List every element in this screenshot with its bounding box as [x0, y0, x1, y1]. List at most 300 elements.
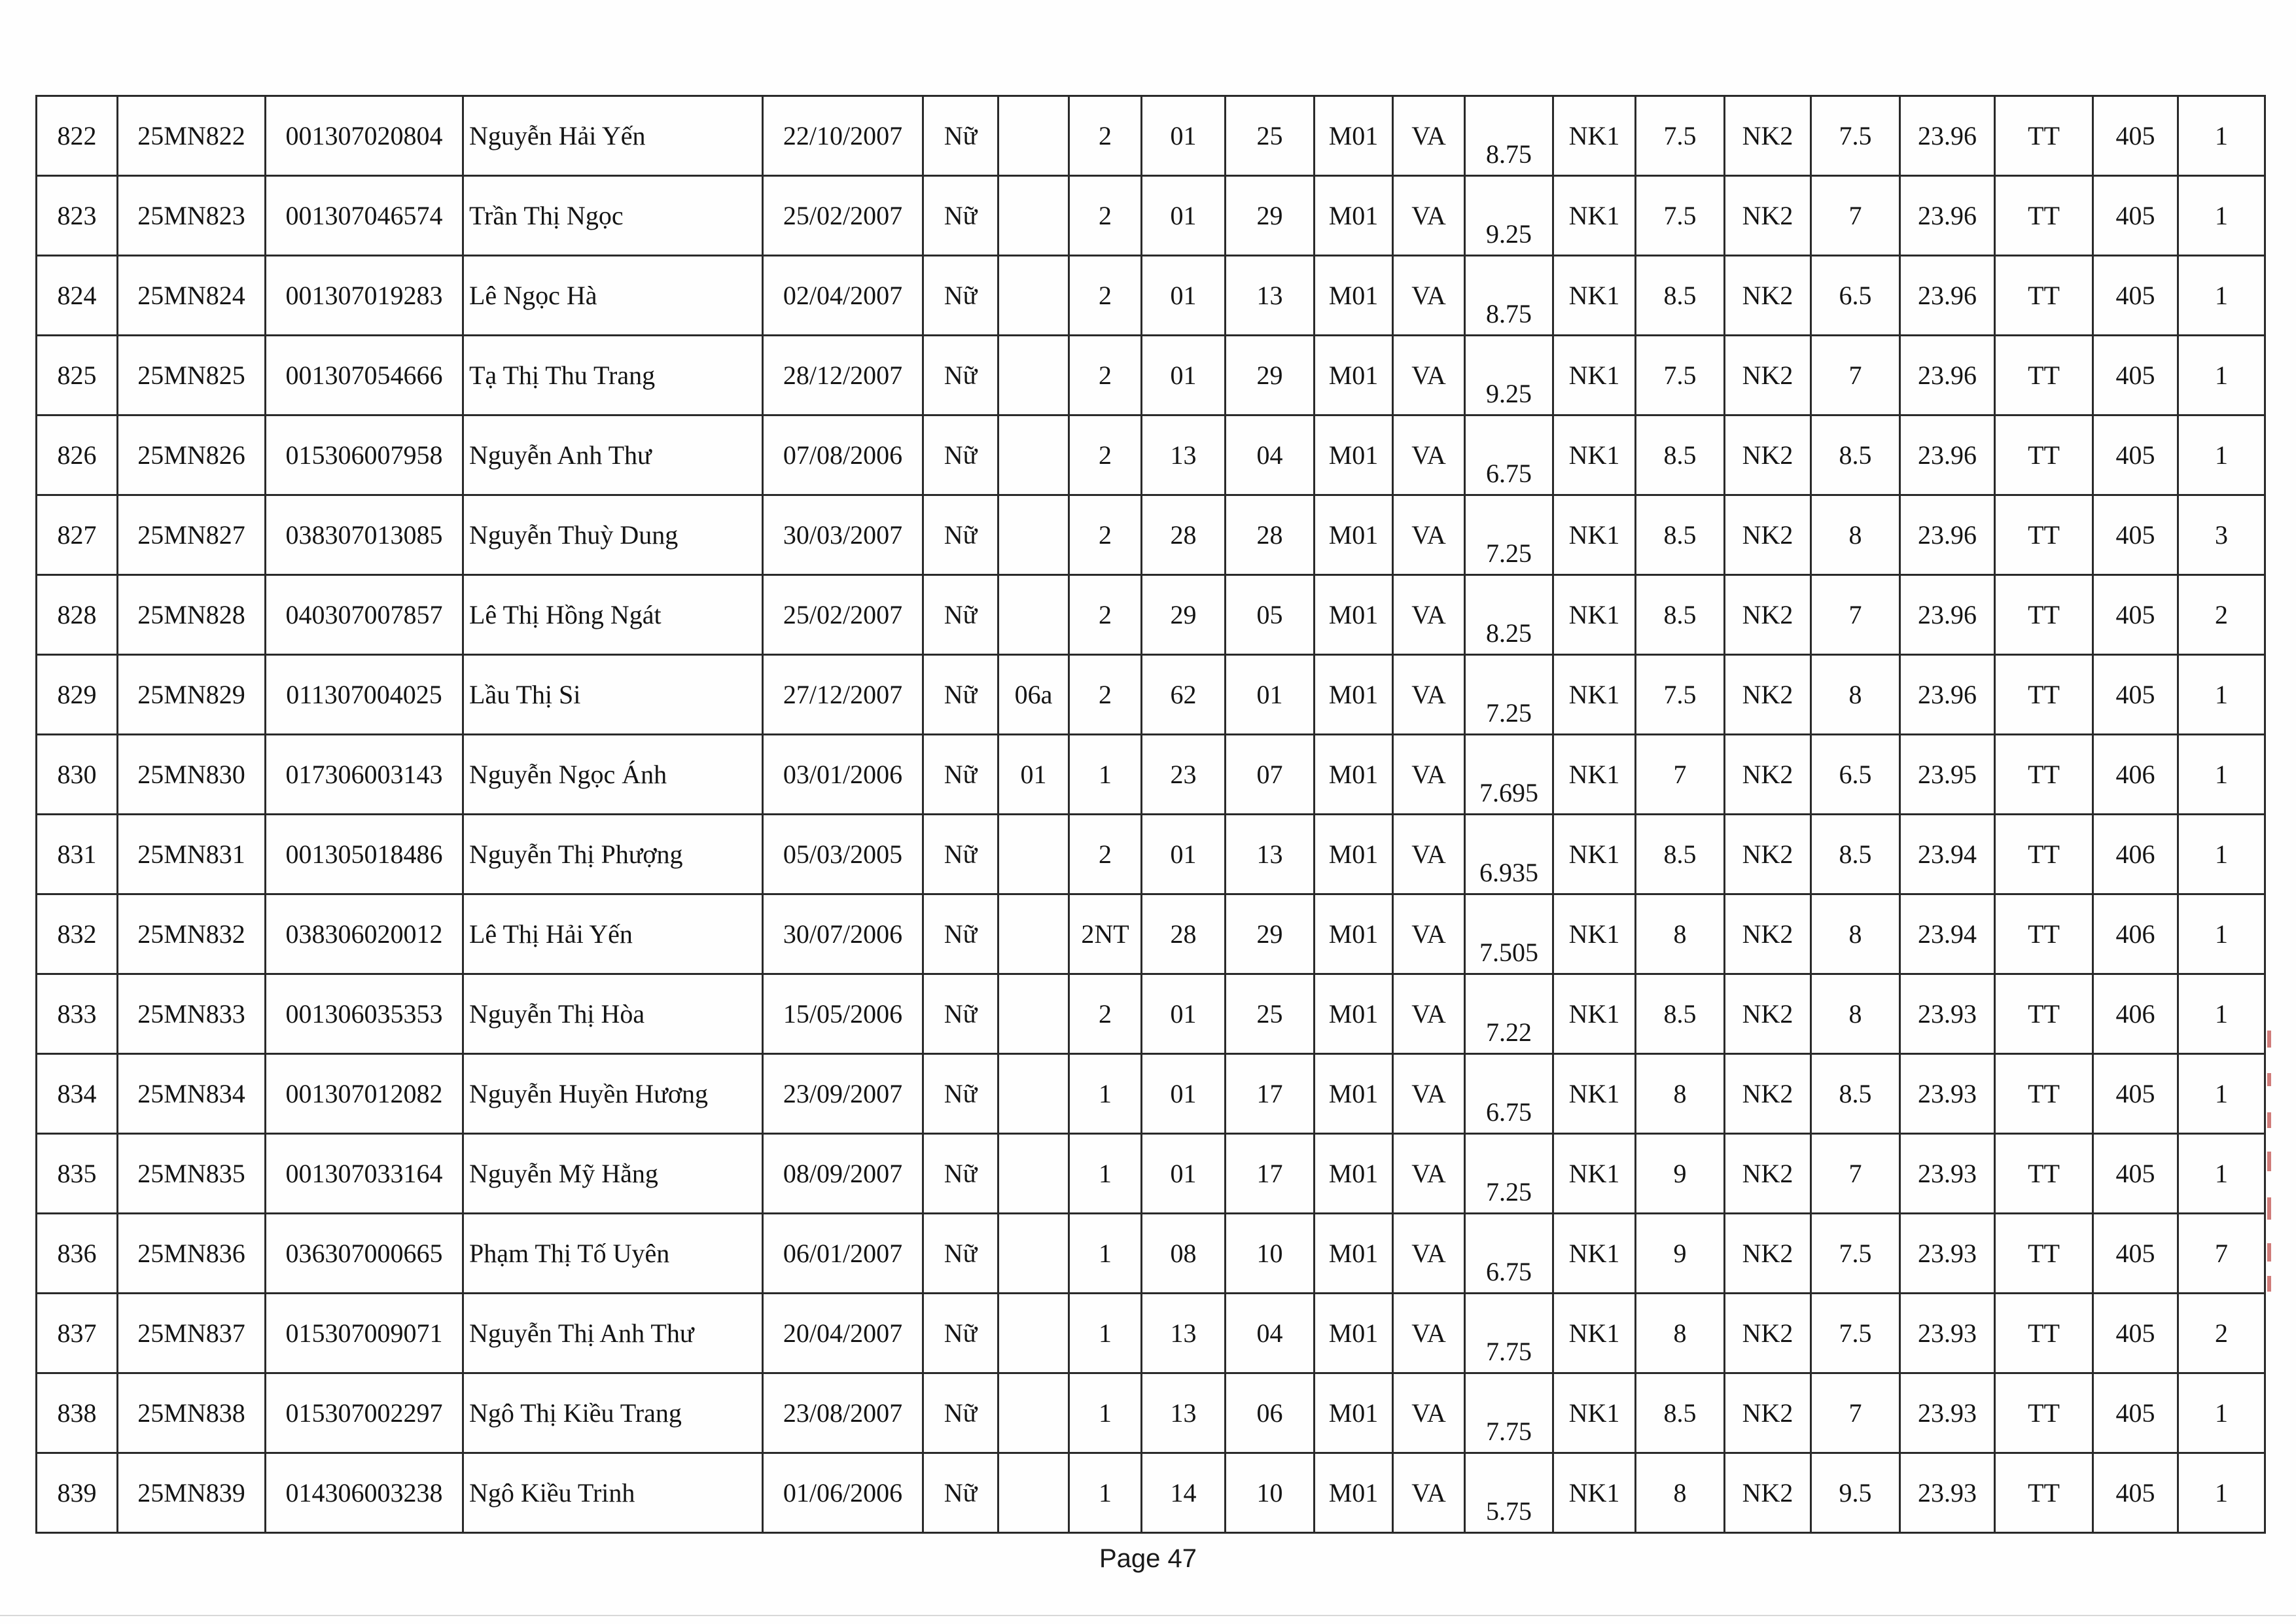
- cell-priority-group: [998, 1214, 1069, 1294]
- cell-candidate-code: 25MN830: [118, 735, 266, 815]
- cell-row-number: 835: [37, 1134, 118, 1214]
- cell-subject-code: VA: [1393, 176, 1465, 256]
- table-row: [37, 1214, 2265, 1294]
- margin-annotation-mark: [2267, 1276, 2271, 1292]
- cell-aptitude-2-score: 7: [1811, 1373, 1900, 1453]
- cell-status: TT: [1995, 815, 2093, 894]
- cell-citizen-id: 015307009071: [266, 1294, 463, 1373]
- cell-aptitude-2-score: 8: [1811, 894, 1900, 974]
- cell-total-score: 23.96: [1900, 336, 1995, 415]
- cell-aptitude-2-label: NK2: [1725, 974, 1811, 1054]
- cell-date-of-birth: 01/06/2006: [763, 1453, 923, 1533]
- cell-date-of-birth: 23/09/2007: [763, 1054, 923, 1134]
- cell-aptitude-1-score: 8: [1636, 1054, 1725, 1134]
- scan-border-line: [0, 1615, 2296, 1616]
- cell-priority-group: [998, 495, 1069, 575]
- cell-citizen-id: 001307012082: [266, 1054, 463, 1134]
- table-row: [37, 96, 2265, 176]
- cell-district-code: 10: [1226, 1453, 1315, 1533]
- cell-aptitude-2-score: 8.5: [1811, 415, 1900, 495]
- cell-status: TT: [1995, 1373, 2093, 1453]
- cell-subject-code: VA: [1393, 735, 1465, 815]
- cell-candidate-code: 25MN832: [118, 894, 266, 974]
- cell-status: TT: [1995, 336, 2093, 415]
- cell-subject-score: 5.75: [1465, 1453, 1553, 1533]
- cell-full-name: Ngô Kiều Trinh: [463, 1453, 763, 1533]
- cell-room: 405: [2093, 1054, 2178, 1134]
- cell-aptitude-2-score: 7: [1811, 336, 1900, 415]
- admission-results-table: [35, 95, 2266, 1534]
- cell-aptitude-1-label: NK1: [1553, 1453, 1636, 1533]
- cell-order: 1: [2178, 894, 2265, 974]
- cell-subject-combination: M01: [1315, 1294, 1393, 1373]
- cell-row-number: 828: [37, 575, 118, 655]
- cell-room: 405: [2093, 336, 2178, 415]
- cell-area-code: 2: [1069, 176, 1142, 256]
- table-row: [37, 575, 2265, 655]
- cell-aptitude-2-score: 6.5: [1811, 735, 1900, 815]
- cell-date-of-birth: 06/01/2007: [763, 1214, 923, 1294]
- table-row: [37, 176, 2265, 256]
- cell-district-code: 04: [1226, 1294, 1315, 1373]
- cell-row-number: 837: [37, 1294, 118, 1373]
- cell-aptitude-2-score: 7: [1811, 575, 1900, 655]
- cell-candidate-code: 25MN824: [118, 256, 266, 336]
- cell-area-code: 1: [1069, 1054, 1142, 1134]
- cell-aptitude-2-label: NK2: [1725, 415, 1811, 495]
- cell-province-code: 01: [1142, 336, 1226, 415]
- cell-province-code: 01: [1142, 96, 1226, 176]
- cell-gender: Nữ: [923, 415, 998, 495]
- cell-order: 1: [2178, 96, 2265, 176]
- cell-area-code: 2: [1069, 96, 1142, 176]
- table-row: [37, 336, 2265, 415]
- cell-province-code: 01: [1142, 256, 1226, 336]
- margin-annotation-mark: [2267, 1152, 2271, 1171]
- cell-citizen-id: 001307046574: [266, 176, 463, 256]
- cell-row-number: 822: [37, 96, 118, 176]
- cell-priority-group: [998, 176, 1069, 256]
- cell-subject-code: VA: [1393, 96, 1465, 176]
- cell-citizen-id: 014306003238: [266, 1453, 463, 1533]
- cell-room: 405: [2093, 1134, 2178, 1214]
- cell-district-code: 10: [1226, 1214, 1315, 1294]
- cell-district-code: 04: [1226, 415, 1315, 495]
- cell-subject-combination: M01: [1315, 735, 1393, 815]
- cell-gender: Nữ: [923, 655, 998, 735]
- cell-full-name: Nguyễn Thuỳ Dung: [463, 495, 763, 575]
- cell-subject-score: 7.75: [1465, 1373, 1553, 1453]
- table-body: [37, 96, 2265, 1533]
- cell-row-number: 831: [37, 815, 118, 894]
- cell-order: 2: [2178, 1294, 2265, 1373]
- cell-aptitude-2-label: NK2: [1725, 894, 1811, 974]
- cell-province-code: 01: [1142, 1054, 1226, 1134]
- margin-annotation-mark: [2267, 1197, 2271, 1220]
- cell-aptitude-2-score: 7.5: [1811, 1294, 1900, 1373]
- cell-full-name: Lê Thị Hải Yến: [463, 894, 763, 974]
- cell-area-code: 2: [1069, 415, 1142, 495]
- cell-candidate-code: 25MN839: [118, 1453, 266, 1533]
- cell-row-number: 838: [37, 1373, 118, 1453]
- cell-gender: Nữ: [923, 575, 998, 655]
- cell-aptitude-1-label: NK1: [1553, 256, 1636, 336]
- cell-province-code: 01: [1142, 815, 1226, 894]
- cell-gender: Nữ: [923, 1214, 998, 1294]
- cell-gender: Nữ: [923, 1134, 998, 1214]
- cell-total-score: 23.93: [1900, 1134, 1995, 1214]
- table-row: [37, 815, 2265, 894]
- cell-room: 405: [2093, 1373, 2178, 1453]
- cell-subject-code: VA: [1393, 415, 1465, 495]
- cell-province-code: 01: [1142, 1134, 1226, 1214]
- cell-aptitude-1-score: 7.5: [1636, 176, 1725, 256]
- cell-aptitude-1-score: 7.5: [1636, 655, 1725, 735]
- cell-aptitude-2-label: NK2: [1725, 1453, 1811, 1533]
- cell-room: 406: [2093, 815, 2178, 894]
- cell-date-of-birth: 05/03/2005: [763, 815, 923, 894]
- cell-province-code: 13: [1142, 1373, 1226, 1453]
- cell-candidate-code: 25MN828: [118, 575, 266, 655]
- cell-subject-combination: M01: [1315, 336, 1393, 415]
- cell-subject-code: VA: [1393, 1214, 1465, 1294]
- cell-total-score: 23.96: [1900, 575, 1995, 655]
- cell-subject-score: 7.22: [1465, 974, 1553, 1054]
- cell-total-score: 23.93: [1900, 1453, 1995, 1533]
- cell-aptitude-1-label: NK1: [1553, 655, 1636, 735]
- cell-subject-score: 7.25: [1465, 655, 1553, 735]
- cell-full-name: Phạm Thị Tố Uyên: [463, 1214, 763, 1294]
- cell-total-score: 23.96: [1900, 415, 1995, 495]
- cell-subject-combination: M01: [1315, 575, 1393, 655]
- cell-date-of-birth: 08/09/2007: [763, 1134, 923, 1214]
- cell-area-code: 2: [1069, 256, 1142, 336]
- cell-province-code: 01: [1142, 974, 1226, 1054]
- cell-district-code: 29: [1226, 176, 1315, 256]
- cell-area-code: 1: [1069, 735, 1142, 815]
- margin-annotation-mark: [2267, 1031, 2271, 1048]
- cell-status: TT: [1995, 1214, 2093, 1294]
- cell-gender: Nữ: [923, 256, 998, 336]
- cell-aptitude-1-score: 8: [1636, 894, 1725, 974]
- cell-room: 405: [2093, 1453, 2178, 1533]
- cell-aptitude-1-label: NK1: [1553, 735, 1636, 815]
- cell-citizen-id: 015307002297: [266, 1373, 463, 1453]
- cell-status: TT: [1995, 415, 2093, 495]
- cell-area-code: 1: [1069, 1134, 1142, 1214]
- cell-subject-combination: M01: [1315, 176, 1393, 256]
- cell-date-of-birth: 22/10/2007: [763, 96, 923, 176]
- cell-area-code: 1: [1069, 1294, 1142, 1373]
- cell-citizen-id: 001305018486: [266, 815, 463, 894]
- cell-subject-score: 9.25: [1465, 176, 1553, 256]
- cell-province-code: 08: [1142, 1214, 1226, 1294]
- cell-full-name: Nguyễn Hải Yến: [463, 96, 763, 176]
- cell-full-name: Lê Ngọc Hà: [463, 256, 763, 336]
- cell-subject-code: VA: [1393, 894, 1465, 974]
- cell-full-name: Nguyễn Ngọc Ánh: [463, 735, 763, 815]
- cell-room: 405: [2093, 415, 2178, 495]
- cell-total-score: 23.96: [1900, 96, 1995, 176]
- cell-room: 405: [2093, 256, 2178, 336]
- cell-candidate-code: 25MN838: [118, 1373, 266, 1453]
- table-row: [37, 1453, 2265, 1533]
- cell-candidate-code: 25MN829: [118, 655, 266, 735]
- cell-gender: Nữ: [923, 815, 998, 894]
- cell-room: 406: [2093, 894, 2178, 974]
- cell-subject-combination: M01: [1315, 655, 1393, 735]
- cell-full-name: Trần Thị Ngọc: [463, 176, 763, 256]
- cell-date-of-birth: 07/08/2006: [763, 415, 923, 495]
- cell-full-name: Ngô Thị Kiều Trang: [463, 1373, 763, 1453]
- cell-total-score: 23.93: [1900, 1294, 1995, 1373]
- cell-district-code: 17: [1226, 1054, 1315, 1134]
- cell-status: TT: [1995, 1054, 2093, 1134]
- cell-status: TT: [1995, 1134, 2093, 1214]
- cell-district-code: 25: [1226, 974, 1315, 1054]
- cell-aptitude-1-score: 7.5: [1636, 336, 1725, 415]
- cell-candidate-code: 25MN833: [118, 974, 266, 1054]
- cell-total-score: 23.96: [1900, 495, 1995, 575]
- table-row: [37, 735, 2265, 815]
- cell-aptitude-1-score: 8: [1636, 1294, 1725, 1373]
- cell-priority-group: [998, 1134, 1069, 1214]
- cell-gender: Nữ: [923, 1054, 998, 1134]
- cell-row-number: 839: [37, 1453, 118, 1533]
- cell-full-name: Lê Thị Hồng Ngát: [463, 575, 763, 655]
- cell-area-code: 2: [1069, 495, 1142, 575]
- cell-order: 1: [2178, 974, 2265, 1054]
- cell-aptitude-1-score: 8.5: [1636, 495, 1725, 575]
- cell-aptitude-1-label: NK1: [1553, 1214, 1636, 1294]
- cell-aptitude-2-label: NK2: [1725, 1054, 1811, 1134]
- cell-aptitude-2-label: NK2: [1725, 1134, 1811, 1214]
- cell-province-code: 62: [1142, 655, 1226, 735]
- cell-total-score: 23.95: [1900, 735, 1995, 815]
- cell-aptitude-2-label: NK2: [1725, 256, 1811, 336]
- cell-date-of-birth: 30/07/2006: [763, 894, 923, 974]
- cell-total-score: 23.93: [1900, 1054, 1995, 1134]
- cell-candidate-code: 25MN826: [118, 415, 266, 495]
- cell-subject-score: 6.75: [1465, 1214, 1553, 1294]
- cell-candidate-code: 25MN834: [118, 1054, 266, 1134]
- cell-subject-score: 8.25: [1465, 575, 1553, 655]
- cell-subject-combination: M01: [1315, 974, 1393, 1054]
- cell-date-of-birth: 02/04/2007: [763, 256, 923, 336]
- cell-subject-code: VA: [1393, 815, 1465, 894]
- cell-order: 1: [2178, 1054, 2265, 1134]
- cell-row-number: 827: [37, 495, 118, 575]
- cell-aptitude-2-label: NK2: [1725, 735, 1811, 815]
- cell-total-score: 23.94: [1900, 894, 1995, 974]
- cell-aptitude-2-score: 7: [1811, 1134, 1900, 1214]
- cell-area-code: 2: [1069, 655, 1142, 735]
- cell-subject-combination: M01: [1315, 256, 1393, 336]
- cell-gender: Nữ: [923, 336, 998, 415]
- cell-row-number: 830: [37, 735, 118, 815]
- cell-order: 1: [2178, 415, 2265, 495]
- cell-subject-score: 7.25: [1465, 1134, 1553, 1214]
- table-row: [37, 1134, 2265, 1214]
- cell-status: TT: [1995, 655, 2093, 735]
- cell-date-of-birth: 20/04/2007: [763, 1294, 923, 1373]
- cell-citizen-id: 001307019283: [266, 256, 463, 336]
- cell-priority-group: [998, 1373, 1069, 1453]
- cell-order: 1: [2178, 655, 2265, 735]
- cell-subject-code: VA: [1393, 1294, 1465, 1373]
- cell-citizen-id: 040307007857: [266, 575, 463, 655]
- cell-aptitude-1-score: 7.5: [1636, 96, 1725, 176]
- margin-annotation-mark: [2267, 1243, 2271, 1262]
- cell-aptitude-2-score: 7: [1811, 176, 1900, 256]
- cell-subject-score: 7.25: [1465, 495, 1553, 575]
- cell-aptitude-2-score: 7.5: [1811, 1214, 1900, 1294]
- cell-status: TT: [1995, 1294, 2093, 1373]
- cell-aptitude-2-label: NK2: [1725, 815, 1811, 894]
- cell-province-code: 13: [1142, 1294, 1226, 1373]
- cell-aptitude-2-label: NK2: [1725, 1373, 1811, 1453]
- cell-total-score: 23.96: [1900, 256, 1995, 336]
- cell-district-code: 13: [1226, 256, 1315, 336]
- cell-candidate-code: 25MN825: [118, 336, 266, 415]
- cell-candidate-code: 25MN837: [118, 1294, 266, 1373]
- cell-aptitude-1-label: NK1: [1553, 336, 1636, 415]
- cell-room: 406: [2093, 735, 2178, 815]
- cell-aptitude-2-label: NK2: [1725, 176, 1811, 256]
- cell-subject-code: VA: [1393, 974, 1465, 1054]
- cell-room: 405: [2093, 1294, 2178, 1373]
- cell-subject-combination: M01: [1315, 815, 1393, 894]
- cell-province-code: 29: [1142, 575, 1226, 655]
- cell-subject-code: VA: [1393, 575, 1465, 655]
- cell-row-number: 832: [37, 894, 118, 974]
- cell-room: 406: [2093, 974, 2178, 1054]
- cell-citizen-id: 038306020012: [266, 894, 463, 974]
- cell-full-name: Nguyễn Thị Phượng: [463, 815, 763, 894]
- cell-aptitude-1-label: NK1: [1553, 96, 1636, 176]
- cell-citizen-id: 001307033164: [266, 1134, 463, 1214]
- cell-aptitude-1-score: 7: [1636, 735, 1725, 815]
- cell-row-number: 829: [37, 655, 118, 735]
- cell-status: TT: [1995, 495, 2093, 575]
- cell-full-name: Nguyễn Thị Anh Thư: [463, 1294, 763, 1373]
- cell-area-code: 1: [1069, 1453, 1142, 1533]
- cell-area-code: 1: [1069, 1373, 1142, 1453]
- cell-subject-score: 9.25: [1465, 336, 1553, 415]
- cell-aptitude-2-label: NK2: [1725, 1294, 1811, 1373]
- cell-subject-combination: M01: [1315, 894, 1393, 974]
- cell-order: 1: [2178, 735, 2265, 815]
- cell-district-code: 25: [1226, 96, 1315, 176]
- cell-aptitude-2-label: NK2: [1725, 336, 1811, 415]
- table-row: [37, 1054, 2265, 1134]
- cell-province-code: 28: [1142, 495, 1226, 575]
- cell-subject-code: VA: [1393, 1054, 1465, 1134]
- cell-aptitude-2-label: NK2: [1725, 655, 1811, 735]
- cell-subject-combination: M01: [1315, 1054, 1393, 1134]
- cell-subject-score: 6.75: [1465, 1054, 1553, 1134]
- margin-annotation-mark: [2267, 1073, 2271, 1086]
- cell-district-code: 07: [1226, 735, 1315, 815]
- cell-date-of-birth: 28/12/2007: [763, 336, 923, 415]
- cell-area-code: 2NT: [1069, 894, 1142, 974]
- cell-district-code: 05: [1226, 575, 1315, 655]
- cell-province-code: 01: [1142, 176, 1226, 256]
- cell-priority-group: [998, 415, 1069, 495]
- cell-aptitude-1-score: 8.5: [1636, 575, 1725, 655]
- cell-aptitude-1-score: 8: [1636, 1453, 1725, 1533]
- cell-candidate-code: 25MN835: [118, 1134, 266, 1214]
- table-row: [37, 415, 2265, 495]
- cell-subject-code: VA: [1393, 1453, 1465, 1533]
- cell-district-code: 29: [1226, 336, 1315, 415]
- cell-gender: Nữ: [923, 1453, 998, 1533]
- cell-row-number: 834: [37, 1054, 118, 1134]
- cell-province-code: 23: [1142, 735, 1226, 815]
- cell-aptitude-2-score: 8: [1811, 495, 1900, 575]
- cell-date-of-birth: 03/01/2006: [763, 735, 923, 815]
- cell-area-code: 1: [1069, 1214, 1142, 1294]
- cell-subject-code: VA: [1393, 1373, 1465, 1453]
- cell-gender: Nữ: [923, 495, 998, 575]
- cell-district-code: 28: [1226, 495, 1315, 575]
- cell-candidate-code: 25MN836: [118, 1214, 266, 1294]
- cell-order: 1: [2178, 1134, 2265, 1214]
- cell-order: 1: [2178, 1453, 2265, 1533]
- cell-aptitude-2-score: 8.5: [1811, 1054, 1900, 1134]
- cell-subject-score: 8.75: [1465, 256, 1553, 336]
- cell-order: 1: [2178, 256, 2265, 336]
- cell-aptitude-1-score: 9: [1636, 1214, 1725, 1294]
- cell-priority-group: 01: [998, 735, 1069, 815]
- cell-total-score: 23.96: [1900, 176, 1995, 256]
- cell-citizen-id: 001307054666: [266, 336, 463, 415]
- cell-priority-group: [998, 256, 1069, 336]
- cell-subject-combination: M01: [1315, 415, 1393, 495]
- cell-area-code: 2: [1069, 336, 1142, 415]
- cell-order: 1: [2178, 815, 2265, 894]
- cell-total-score: 23.96: [1900, 655, 1995, 735]
- cell-total-score: 23.93: [1900, 974, 1995, 1054]
- cell-subject-score: 7.695: [1465, 735, 1553, 815]
- cell-aptitude-1-score: 8.5: [1636, 415, 1725, 495]
- cell-aptitude-2-score: 8: [1811, 655, 1900, 735]
- cell-citizen-id: 036307000665: [266, 1214, 463, 1294]
- cell-date-of-birth: 25/02/2007: [763, 575, 923, 655]
- page-number: Page 47: [1099, 1544, 1197, 1573]
- cell-gender: Nữ: [923, 974, 998, 1054]
- cell-aptitude-1-label: NK1: [1553, 974, 1636, 1054]
- cell-aptitude-1-label: NK1: [1553, 1294, 1636, 1373]
- cell-subject-score: 6.935: [1465, 815, 1553, 894]
- cell-date-of-birth: 15/05/2006: [763, 974, 923, 1054]
- cell-date-of-birth: 23/08/2007: [763, 1373, 923, 1453]
- cell-order: 3: [2178, 495, 2265, 575]
- cell-area-code: 2: [1069, 815, 1142, 894]
- cell-province-code: 13: [1142, 415, 1226, 495]
- cell-full-name: Nguyễn Mỹ Hằng: [463, 1134, 763, 1214]
- cell-date-of-birth: 30/03/2007: [763, 495, 923, 575]
- cell-subject-score: 6.75: [1465, 415, 1553, 495]
- cell-candidate-code: 25MN823: [118, 176, 266, 256]
- cell-room: 405: [2093, 495, 2178, 575]
- table-row: [37, 1294, 2265, 1373]
- cell-status: TT: [1995, 256, 2093, 336]
- margin-annotation-mark: [2267, 1112, 2271, 1128]
- cell-priority-group: [998, 974, 1069, 1054]
- cell-total-score: 23.93: [1900, 1214, 1995, 1294]
- cell-gender: Nữ: [923, 1373, 998, 1453]
